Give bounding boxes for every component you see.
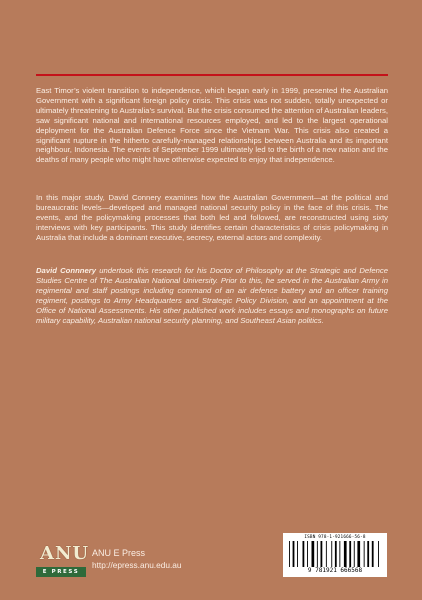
barcode-bar [326, 541, 327, 567]
barcode-bar [367, 541, 369, 567]
anu-e-press-logo [36, 543, 90, 577]
publisher-info [92, 547, 182, 571]
barcode-bar [317, 541, 318, 567]
barcode-bar [303, 541, 305, 567]
logo-anu-text: ANU [40, 543, 90, 564]
barcode-bar [335, 541, 337, 567]
barcode-bar [293, 541, 295, 567]
blurb-paragraph-1: East Timor’s violent transition to independence, which began early in 1999, presented the Australian Government with a significant foreign policy crisis. This crisis was not sudden, totally unexpected or ultimately threatening to Australia’s survival. But the crisis consumed the attention of Australian leaders, saw significant national and international resources employed, and led to the largest operational deployment for the Australian Defence Force since the Vietnam War. This crisis also created a significant rupture in the hitherto carefully-managed relationships between Australia and its important neighbour, Indonesia. The events of September 1999 ultimately led to the birth of a new nation and the deaths of many people who might have otherwise expected to enjoy that independence. [36, 86, 388, 165]
isbn-text: ISBN 978-1-921666-56-8 [304, 535, 366, 540]
barcode-bar [344, 541, 347, 567]
barcode-bar [349, 541, 351, 567]
barcode-digits: 9 781921 666568 [307, 567, 363, 574]
barcode-bar [297, 541, 298, 567]
barcode-bar [331, 541, 332, 567]
barcode-bar [378, 541, 379, 567]
isbn-barcode [283, 533, 387, 577]
barcode-bars [289, 541, 381, 567]
barcode-bar [339, 541, 340, 567]
barcode-bar [289, 541, 290, 567]
publisher-url[interactable]: http://epress.anu.edu.au [92, 560, 182, 570]
barcode-bar [372, 541, 374, 567]
red-divider-rule [36, 74, 388, 76]
publisher-name: ANU E Press [92, 548, 146, 558]
author-name: David Connnery [36, 266, 97, 275]
barcode-bar [321, 541, 323, 567]
barcode-bar [364, 541, 365, 567]
barcode-bar [357, 541, 360, 567]
blurb-paragraph-2: In this major study, David Connery examines how the Australian Government—at the political and bureaucratic levels—developed and managed national security policy in the face of this crisis. The events, and the policymaking processes that both led and followed, are reconstructed using sixty interviews with key participants. This study identifies certain characteristics of crisis policymaking in Australia that include a dominant executive, secrecy, external actors and complexity. [36, 193, 388, 242]
author-bio-paragraph [36, 266, 388, 325]
barcode-bar [307, 541, 308, 567]
barcode-bar [354, 541, 355, 567]
logo-e-press-band: E PRESS [36, 567, 86, 577]
barcode-bar [312, 541, 315, 567]
author-bio-text: undertook this research for his Doctor of Philosophy at the Strategic and Defence Studies Centre of The Australian National University. Prior to this, he served in the Australian Army in regimental and staff postings including command of an air defence battery and an officer training regiment, postings to Army Headquarters and Strategic Policy Division, and an appointment at the Office of National Assessments. His other published work includes essays and monographs on future military capability, Australian national security planning, and Southeast Asian politics. [36, 266, 388, 325]
